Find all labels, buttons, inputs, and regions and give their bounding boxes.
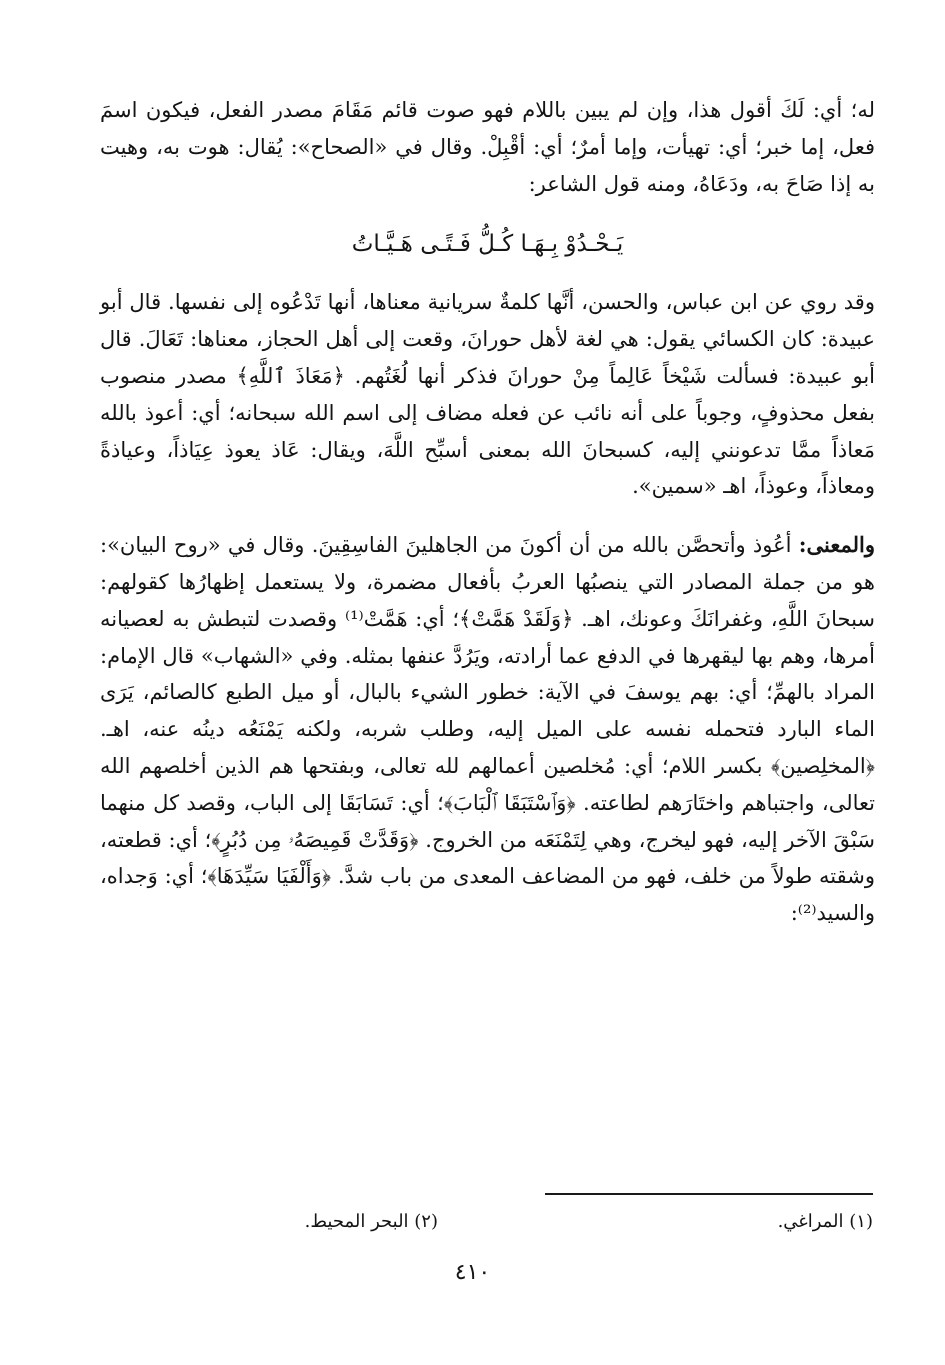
- footnote-1: (١) المراغي.: [777, 1211, 873, 1232]
- paragraph-3-text: أعُوذ وأتحصَّن بالله من أن أكونَ من الجاهلينَ الفاسِقِينَ. وقال في «روح البيان»: هو من جملة المصادر التي ينصبُها العربُ بأفعال مضمرة، ولا يستعمل إظهارُها كقولهم: سبحانَ اللَّهِ، وغفرانَكَ وعونك، اهـ. ﴿وَلَقَدْ هَمَّتْ﴾؛ أي: هَمَّتْ⁽¹⁾ وقصدت لتبطش به لعصيانه أمرها، وهم بها ليقهرها في الدفع عما أرادته، ويَرُدَّ عنفها بمثله. وفي «الشهاب» قال الإمام: المراد بالهمِّ؛ أي: بهم يوسفَ في الآية: خطور الشيء بالبال، أو ميل الطبع كالصائم، يَرَى الماء البارد فتحمله نفسه على الميل إليه، وطلب شربه، ولكنه يَمْنَعُه دينُه عنه، اهـ. ﴿المخلِصين﴾ بكسر اللام؛ أي: مُخلصين أعمالهم لله تعالى، وبفتحها هم الذين أخلصهم الله تعالى، واجتباهم واختَارَهم لطاعته. ﴿وَٱسْتَبَقَا ٱلْبَابَ﴾؛ أي: تَسَابَقَا إلى الباب، وقصد كل منهما سَبْقَ الآخر إليه، فهو ليخرج، وهي لِتَمْنَعَه من الخروج. ﴿وَقَدَّتْ قَمِيصَهُۥ مِن دُبُرٍ﴾؛ أي: قطعته، وشقته طولاً من خلف، فهو من المضاعف المعدى من باب شدَّ. ﴿وَأَلْفَيَا سَيِّدَهَا﴾؛ أي: وَجداه، والسيد⁽²⁾:: [100, 533, 876, 926]
- poetry-verse: يَـحْـدُوْ بِـهَـا كُـلُّ فَـتًـى هَـيَّـاتُ: [351, 231, 624, 258]
- paragraph-3: [100, 527, 875, 932]
- paragraph-3-lead: والمعنى:: [798, 532, 875, 558]
- paragraph-2: وقد روي عن ابن عباس، والحسن، أنَّها كلمةٌ سريانية معناها، أنها تَدْعُوه إلى نفسها. قال أبو عبيدة: كان الكسائي يقول: هي لغة لأهل حورانَ، وقعت إلى أهل الحجاز، معناها: تَعَالَ. قال أبو عبيدة: فسألت شَيْخاً عَالِماً مِنْ حورانَ فذكر أنها لُغَتُهم. ﴿مَعَاذَ ٱللَّهِ﴾ مصدر منصوب بفعل محذوفٍ، وجوباً على أنه نائب عن فعله مضاف إلى اسم الله سبحانه؛ أي: أعوذ بالله مَعاذاً ممَّا تدعونني إليه، كسبحانَ الله بمعنى أسبِّح اللَّهَ، ويقال: عَاذ يعوذ عِيَاذاً، وعياذةً ومعاذاً، وعوذاً، اهـ «سمين».: [100, 290, 875, 499]
- page-number: ٤١٠: [454, 1260, 491, 1285]
- paragraph-gap: [100, 505, 875, 527]
- page-body: [100, 92, 875, 932]
- footnote-divider: [545, 1193, 873, 1195]
- paragraph-1: له؛ أي: لَكَ أقول هذا، وإن لم يبين باللام فهو صوت قائم مَقَامَ مصدر الفعل، فيكون اسمَ فعل، إما خبر؛ أي: تهيأت، وإما أمرٌ؛ أي: أقْبِلْ. وقال في «الصحاح»: يُقال: هوت به، وهيت به إذا صَاحَ به، ودَعَاهُ، ومنه قول الشاعر:: [100, 98, 875, 196]
- footnote-2: (٢) البحر المحيط.: [304, 1211, 438, 1232]
